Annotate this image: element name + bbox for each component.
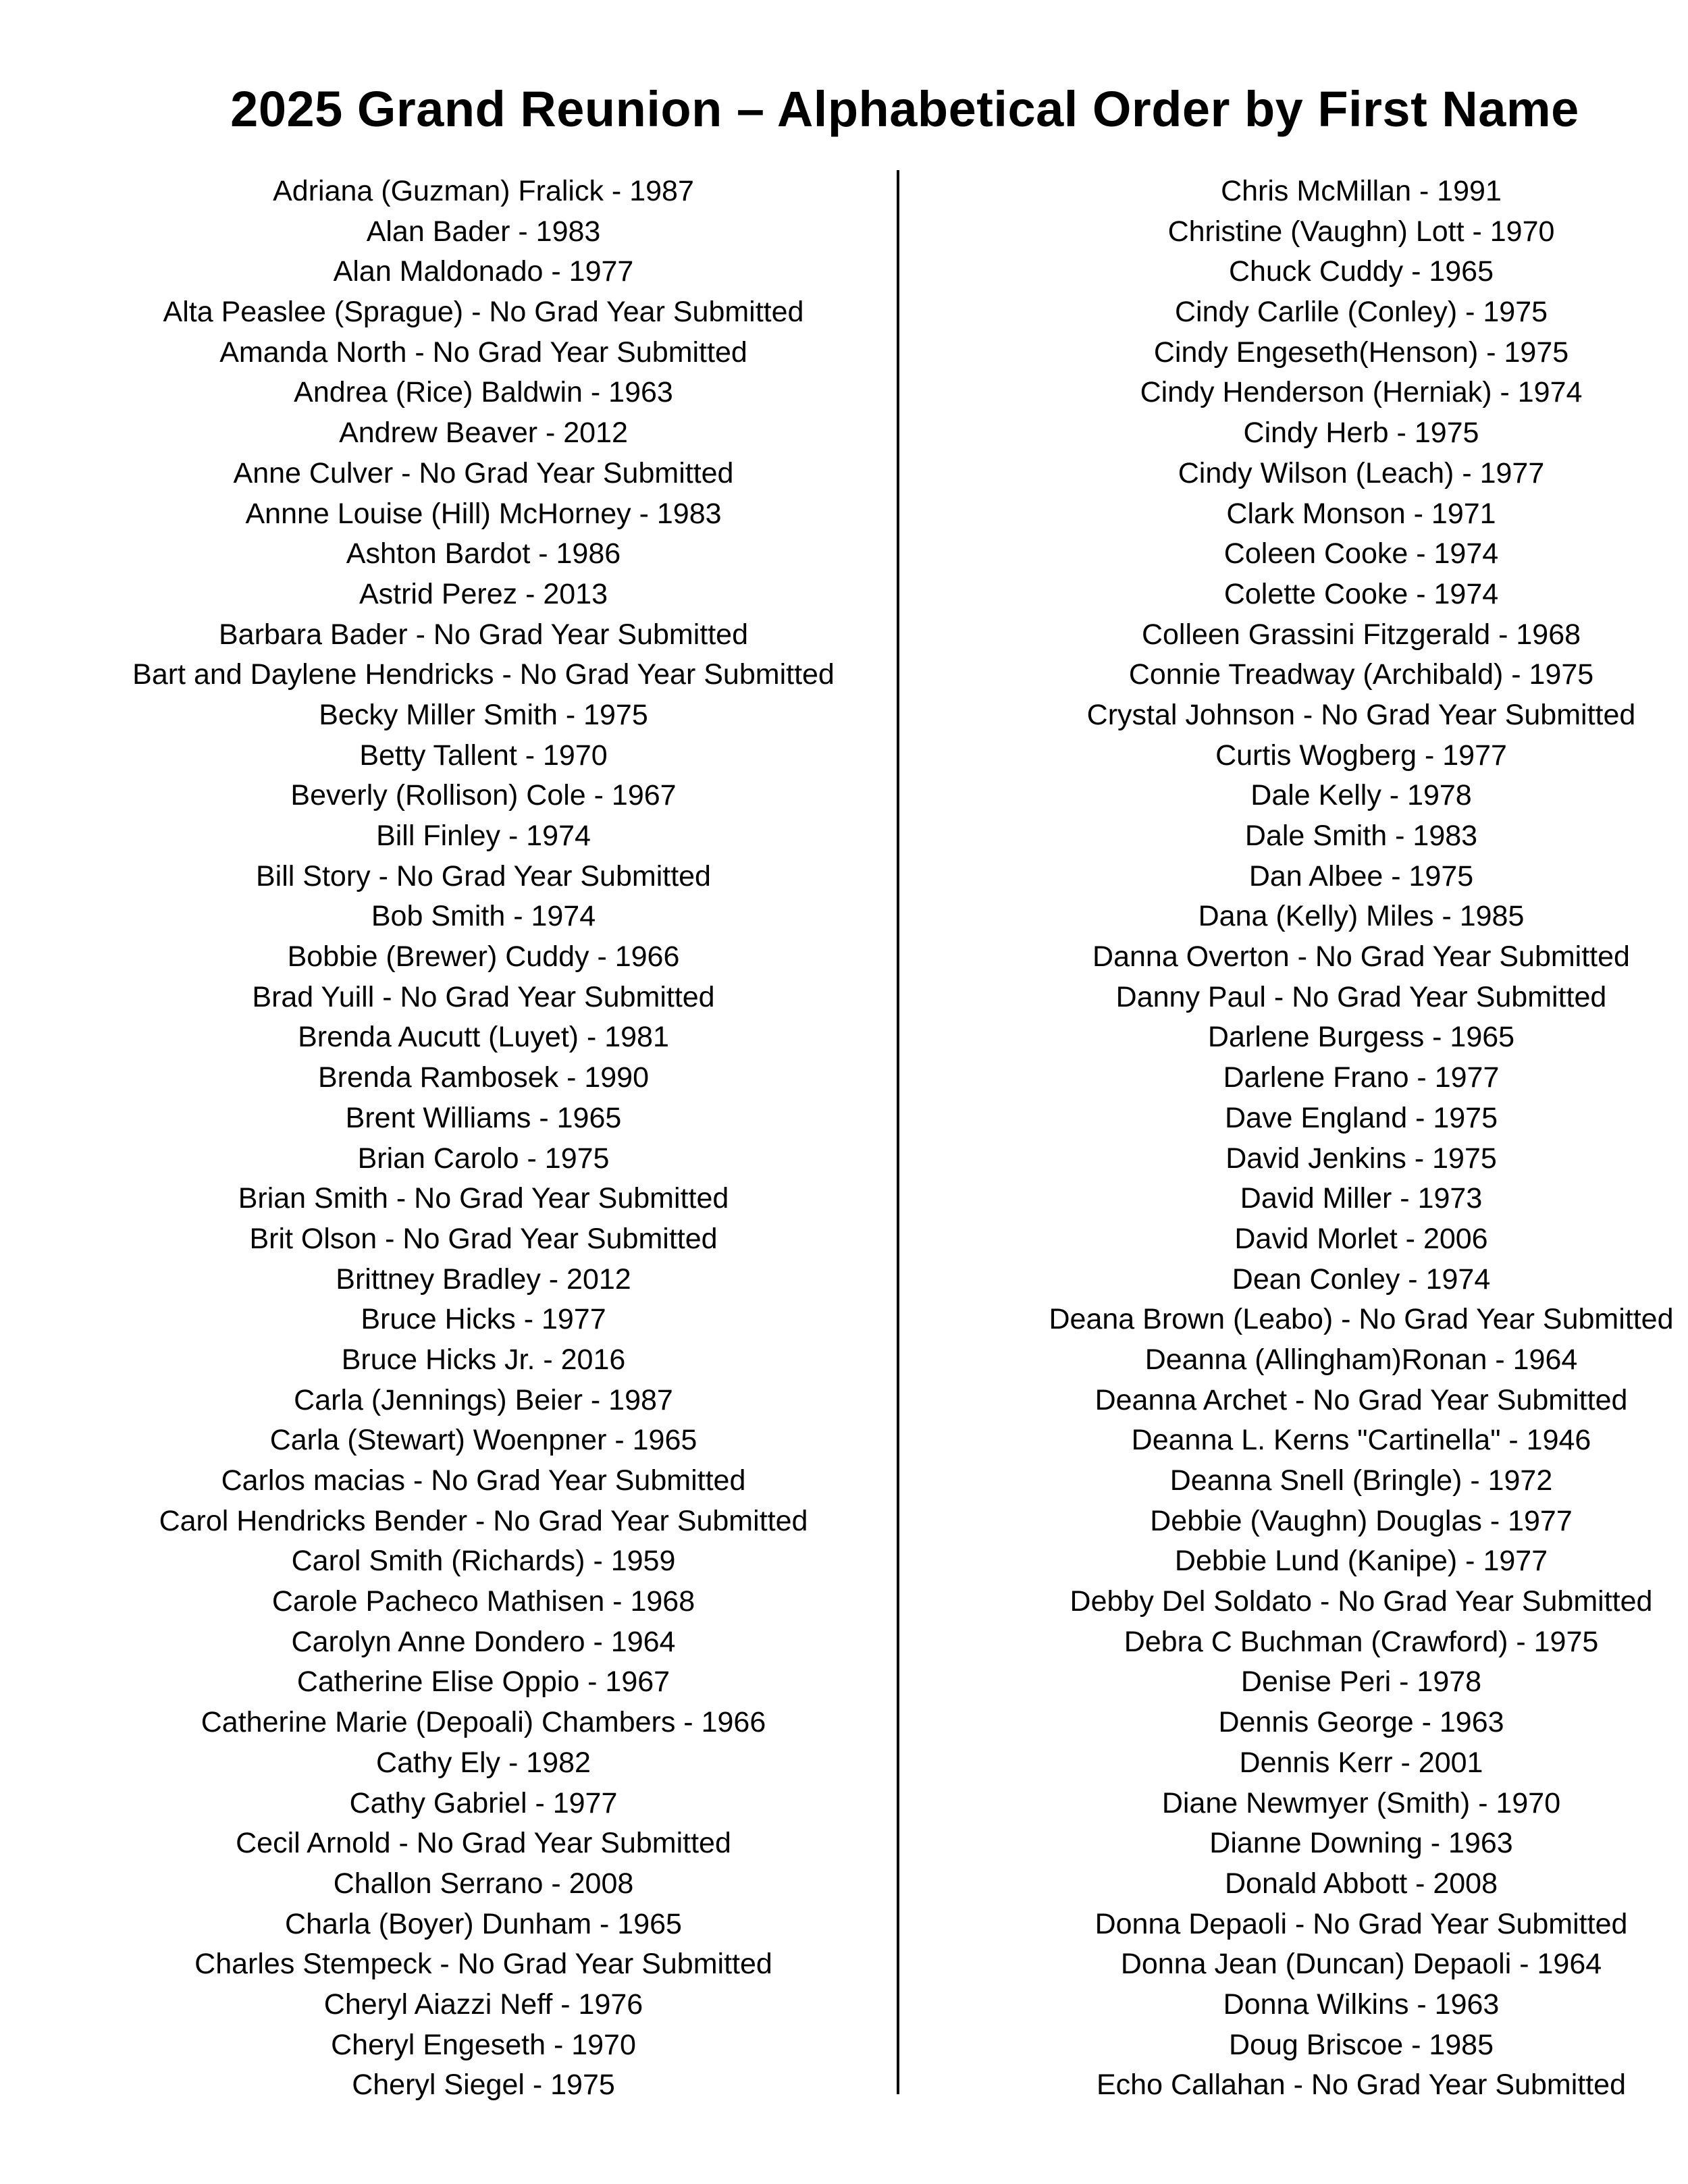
attendee-entry: Becky Miller Smith - 1975 (319, 698, 648, 731)
attendee-entry: Bill Story - No Grad Year Submitted (256, 859, 711, 893)
attendee-entry: Adriana (Guzman) Fralick - 1987 (273, 175, 694, 207)
attendee-entry: Cathy Gabriel - 1977 (349, 1786, 618, 1819)
attendee-entry: Alan Bader - 1983 (366, 215, 601, 248)
attendee-entry: Beverly (Rollison) Cole - 1967 (290, 779, 677, 812)
attendee-entry: Curtis Wogberg - 1977 (1215, 739, 1507, 772)
attendee-entry: Bruce Hicks Jr. - 2016 (341, 1343, 626, 1376)
attendee-entry: Carole Pacheco Mathisen - 1968 (271, 1585, 695, 1618)
attendee-entry: Brent Williams - 1965 (345, 1101, 622, 1134)
attendee-entry: Donald Abbott - 2008 (1224, 1867, 1498, 1900)
attendee-entry: Chris McMillan - 1991 (1221, 175, 1502, 207)
attendee-entry: Carol Hendricks Bender - No Grad Year Submitted (159, 1504, 808, 1537)
attendee-entry: Dennis Kerr - 2001 (1239, 1746, 1483, 1779)
attendee-entry: Brian Smith - No Grad Year Submitted (238, 1182, 729, 1215)
attendee-entry: Debra C Buchman (Crawford) - 1975 (1124, 1625, 1599, 1658)
attendee-entry: Carolyn Anne Dondero - 1964 (291, 1625, 676, 1658)
attendee-entry: Deanna (Allingham)Ronan - 1964 (1144, 1343, 1578, 1376)
attendee-entry: Carlos macias - No Grad Year Submitted (221, 1464, 746, 1497)
page-title: 2025 Grand Reunion – Alphabetical Order by First Name (230, 80, 1579, 137)
attendee-entry: Danny Paul - No Grad Year Submitted (1115, 980, 1607, 1013)
attendee-entry: Bob Smith - 1974 (371, 900, 596, 933)
attendee-entry: Brenda Rambosek - 1990 (317, 1061, 649, 1094)
attendee-entry: Betty Tallent - 1970 (359, 739, 608, 772)
attendee-entry: Brittney Bradley - 2012 (336, 1262, 631, 1296)
attendee-entry: Challon Serrano - 2008 (333, 1867, 634, 1900)
attendee-entry: Danna Overton - No Grad Year Submitted (1092, 940, 1630, 974)
attendee-entry: Brenda Aucutt (Luyet) - 1981 (298, 1021, 669, 1054)
names-list-right (943, 171, 1688, 2106)
attendee-entry: Dale Smith - 1983 (1244, 820, 1478, 852)
attendee-entry: Darlene Burgess - 1965 (1207, 1021, 1515, 1054)
attendee-entry: Bill Finley - 1974 (376, 820, 591, 852)
attendee-entry: Brad Yuill - No Grad Year Submitted (252, 980, 715, 1013)
attendee-entry: Brian Carolo - 1975 (357, 1142, 610, 1175)
attendee-entry: Catherine Marie (Depoali) Chambers - 1966 (201, 1706, 766, 1739)
attendee-entry: Colette Cooke - 1974 (1223, 577, 1499, 610)
attendee-entry: Dan Albee - 1975 (1248, 859, 1474, 893)
attendee-entry: Carla (Jennings) Beier - 1987 (294, 1383, 673, 1416)
attendee-entry: Carla (Stewart) Woenpner - 1965 (269, 1424, 697, 1457)
attendee-entry: Deana Brown (Leabo) - No Grad Year Submitted (1049, 1303, 1674, 1336)
attendee-entry: Alan Maldonado - 1977 (333, 255, 634, 288)
attendee-entry: Donna Depaoli - No Grad Year Submitted (1094, 1907, 1628, 1940)
attendee-entry: Amanda North - No Grad Year Submitted (219, 336, 747, 369)
attendee-entry: Cindy Engeseth(Henson) - 1975 (1153, 336, 1569, 369)
attendee-entry: Deanna Archet - No Grad Year Submitted (1094, 1383, 1628, 1416)
attendee-entry: Echo Callahan - No Grad Year Submitted (1096, 2069, 1626, 2102)
attendee-entry: Deanna L. Kerns "Cartinella" - 1946 (1131, 1424, 1591, 1457)
attendee-entry: Cheryl Engeseth - 1970 (331, 2028, 636, 2061)
attendee-entry: Diane Newmyer (Smith) - 1970 (1161, 1786, 1561, 1819)
attendee-entry: Darlene Frano - 1977 (1223, 1061, 1500, 1094)
attendee-entry: David Miller - 1973 (1240, 1182, 1483, 1215)
column-divider (897, 170, 899, 2094)
attendee-entry: Cindy Herb - 1975 (1243, 417, 1479, 450)
attendee-entry: Andrea (Rice) Baldwin - 1963 (294, 376, 673, 409)
attendee-entry: Colleen Grassini Fitzgerald - 1968 (1141, 618, 1581, 651)
attendee-entry: Doug Briscoe - 1985 (1229, 2028, 1494, 2061)
attendee-entry: Chuck Cuddy - 1965 (1229, 255, 1494, 288)
attendee-entry: Annne Louise (Hill) McHorney - 1983 (245, 497, 722, 530)
attendee-entry: David Morlet - 2006 (1234, 1222, 1488, 1255)
attendee-entry: Cindy Wilson (Leach) - 1977 (1178, 456, 1545, 489)
attendee-entry: Barbara Bader - No Grad Year Submitted (219, 618, 748, 651)
attendee-entry: Brit Olson - No Grad Year Submitted (249, 1222, 718, 1255)
attendee-entry: Alta Peaslee (Sprague) - No Grad Year Submitted (163, 296, 804, 329)
attendee-entry: Debby Del Soldato - No Grad Year Submitted (1070, 1585, 1653, 1618)
attendee-entry: Anne Culver - No Grad Year Submitted (233, 456, 734, 489)
attendee-entry: Cindy Carlile (Conley) - 1975 (1174, 296, 1548, 329)
attendee-entry: Bart and Daylene Hendricks - No Grad Year Submitted (132, 658, 835, 691)
attendee-entry: Donna Jean (Duncan) Depaoli - 1964 (1120, 1948, 1602, 1981)
attendee-entry: Debbie Lund (Kanipe) - 1977 (1174, 1545, 1548, 1578)
attendee-entry: Bobbie (Brewer) Cuddy - 1966 (287, 940, 680, 974)
attendee-entry: Cheryl Siegel - 1975 (352, 2069, 615, 2102)
attendee-entry: Donna Wilkins - 1963 (1223, 1988, 1500, 2021)
attendee-entry: Coleen Cooke - 1974 (1223, 537, 1499, 570)
attendee-entry: Dave England - 1975 (1224, 1101, 1498, 1134)
attendee-entry: Debbie (Vaughn) Douglas - 1977 (1150, 1504, 1573, 1537)
attendee-entry: Astrid Perez - 2013 (359, 577, 608, 610)
attendee-entry: Cheryl Aiazzi Neff - 1976 (323, 1988, 643, 2021)
attendee-entry: Clark Monson - 1971 (1226, 497, 1496, 530)
attendee-entry: Connie Treadway (Archibald) - 1975 (1128, 658, 1594, 691)
attendee-entry: Christine (Vaughn) Lott - 1970 (1167, 215, 1555, 248)
attendee-entry: Cecil Arnold - No Grad Year Submitted (236, 1827, 731, 1860)
attendee-entry: Dennis George - 1963 (1218, 1706, 1504, 1739)
attendee-entry: Dean Conley - 1974 (1232, 1262, 1491, 1296)
attendee-entry: Carol Smith (Richards) - 1959 (291, 1545, 676, 1578)
attendee-entry: Denise Peri - 1978 (1240, 1666, 1482, 1699)
attendee-entry: Dale Kelly - 1978 (1250, 779, 1472, 812)
attendee-entry: Cindy Henderson (Herniak) - 1974 (1140, 376, 1583, 409)
attendee-entry: Bruce Hicks - 1977 (361, 1303, 606, 1336)
attendee-entry: Ashton Bardot - 1986 (346, 537, 621, 570)
attendee-entry: Deanna Snell (Bringle) - 1972 (1169, 1464, 1553, 1497)
attendee-entry: Catherine Elise Oppio - 1967 (296, 1666, 670, 1699)
attendee-entry: Andrew Beaver - 2012 (339, 417, 628, 450)
attendee-entry: David Jenkins - 1975 (1225, 1142, 1497, 1175)
attendee-entry: Dana (Kelly) Miles - 1985 (1198, 900, 1525, 933)
names-list-left (101, 171, 866, 2106)
attendee-entry: Cathy Ely - 1982 (376, 1746, 591, 1779)
attendee-entry: Charles Stempeck - No Grad Year Submitted (194, 1948, 772, 1981)
attendee-entry: Dianne Downing - 1963 (1209, 1827, 1513, 1860)
attendee-entry: Crystal Johnson - No Grad Year Submitted (1086, 698, 1636, 731)
attendee-entry: Charla (Boyer) Dunham - 1965 (285, 1907, 682, 1940)
